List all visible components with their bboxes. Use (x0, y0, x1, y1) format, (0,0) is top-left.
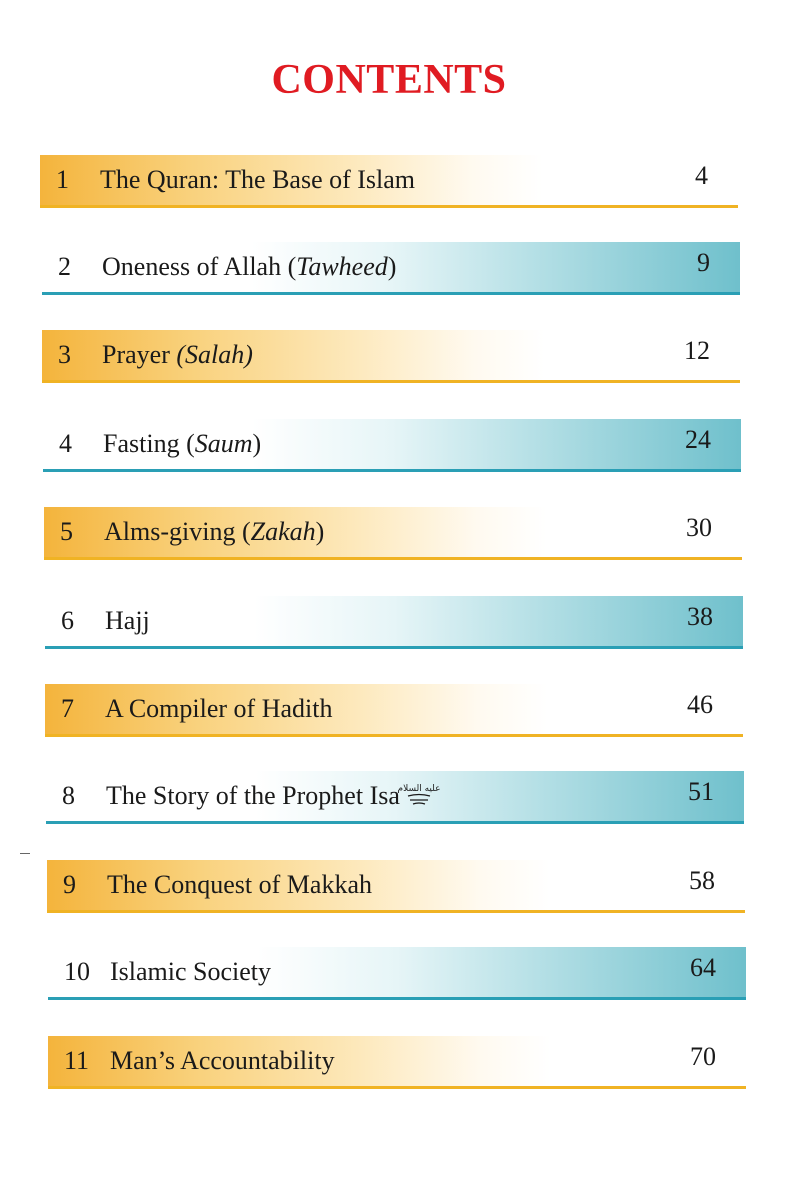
chapter-title: Islamic Society (110, 957, 272, 986)
page-number: 4 (695, 161, 708, 190)
page-title: CONTENTS (271, 57, 507, 103)
toc-entry-5[interactable] (44, 507, 742, 560)
chapter-title-part: ) (387, 252, 397, 281)
chapter-number: 11 (64, 1046, 90, 1075)
toc-entry-10[interactable] (48, 947, 746, 1000)
page-number: 12 (684, 336, 710, 365)
toc-entry-2[interactable] (42, 242, 740, 295)
page-number: 58 (689, 866, 715, 895)
chapter-title-part: Prayer (102, 340, 177, 369)
honorific-calligraphy-icon (397, 780, 441, 808)
chapter-title-italic: Saum (194, 429, 253, 458)
chapter-title (104, 517, 324, 547)
page-number: 46 (687, 690, 713, 719)
page-number: 9 (697, 248, 710, 277)
chapter-title (103, 429, 261, 459)
chapter-number: 3 (58, 340, 71, 369)
chapter-number: 4 (59, 429, 72, 458)
chapter-title: A Compiler of Hadith (105, 694, 333, 723)
chapter-number: 1 (56, 165, 69, 194)
chapter-title-part: The Story of the Prophet Isa (106, 781, 400, 810)
toc-entry-7[interactable] (45, 684, 743, 737)
toc-entry-1[interactable] (40, 155, 738, 208)
chapter-number: 7 (61, 694, 74, 723)
toc-entry-9[interactable] (47, 860, 745, 913)
chapter-title-italic: (Salah) (176, 340, 253, 369)
scan-mark (20, 853, 30, 854)
chapter-title: The Conquest of Makkah (107, 870, 373, 899)
chapter-title-part: Oneness of Allah ( (102, 252, 297, 281)
toc-entry-4[interactable] (43, 419, 741, 472)
chapter-title-italic: Tawheed (296, 252, 388, 281)
page-number: 70 (690, 1042, 716, 1071)
chapter-title-part: Alms-giving ( (104, 517, 251, 546)
toc-entry-6[interactable] (45, 596, 743, 649)
page-number: 30 (686, 513, 712, 542)
page-number: 64 (690, 953, 716, 982)
chapter-title: Hajj (105, 606, 150, 635)
chapter-number: 9 (63, 870, 76, 899)
chapter-title-italic: Zakah (250, 517, 316, 546)
chapter-number: 8 (62, 781, 75, 810)
chapter-title-part: ) (315, 517, 325, 546)
chapter-number: 2 (58, 252, 71, 281)
chapter-number: 5 (60, 517, 73, 546)
honorific-line-1: عليه السلام (397, 784, 441, 794)
chapter-number: 10 (64, 957, 90, 986)
chapter-title: The Quran: The Base of Islam (100, 165, 416, 194)
toc-entry-3[interactable] (42, 330, 740, 383)
page-number: 24 (685, 425, 711, 454)
toc-entry-11[interactable] (48, 1036, 746, 1089)
page-number: 38 (687, 602, 713, 631)
chapter-title-part: Fasting ( (103, 429, 195, 458)
chapter-title: Man’s Accountability (110, 1046, 335, 1075)
chapter-number: 6 (61, 606, 74, 635)
toc-entry-8[interactable] (46, 771, 744, 824)
chapter-title (106, 780, 441, 811)
chapter-title-part: ) (252, 429, 262, 458)
page-number: 51 (688, 777, 714, 806)
chapter-title (102, 340, 253, 370)
chapter-title (102, 252, 396, 282)
